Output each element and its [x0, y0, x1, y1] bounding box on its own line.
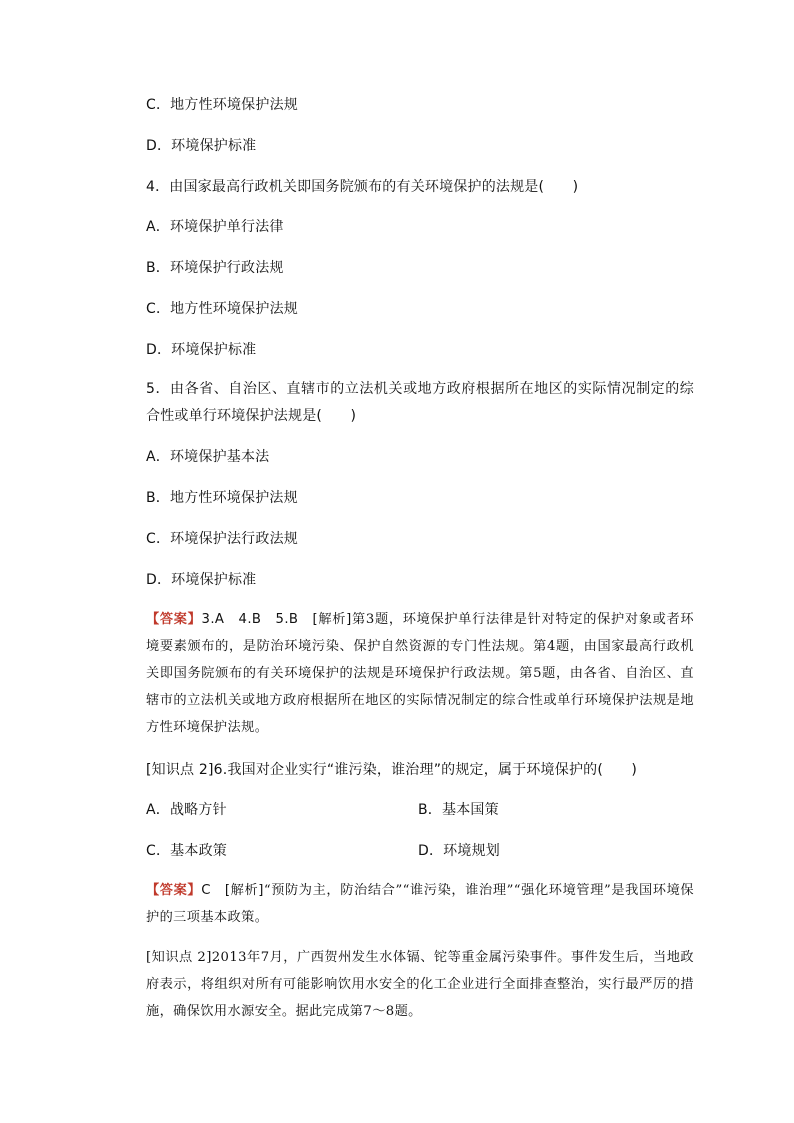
answer-tag: 【答案】: [146, 612, 202, 627]
q3-option-d: D．环境保护标准: [146, 138, 257, 154]
passage-q7-8: [知识点 2]2013年7月，广西贺州发生水体镉、铊等重金属污染事件。事件发生后，当地政府表示，将组织对所有可能影响饮用水安全的化工企业进行全面排查整治，实行最严厉的措施，确保饮用水源安全。据此完成第7～8题。: [146, 950, 694, 1019]
answer-keys: C [解析]: [201, 883, 264, 898]
q3-option-c: C．地方性环境保护法规: [146, 97, 298, 113]
q5-stem: 5．由各省、自治区、直辖市的立法机关或地方政府根据所在地区的实际情况制定的综合性或单行环境保护法规是( ): [146, 381, 694, 424]
q4-option-d: D．环境保护标准: [146, 342, 257, 358]
answer-keys: 3.A 4.B 5.B [解析]: [201, 612, 352, 627]
answer-block-2: [146, 877, 694, 931]
answer-analysis: “预防为主，防治结合”“谁污染，谁治理”“强化环境管理”是我国环境保护的三项基本政策。: [146, 883, 694, 925]
answer-analysis: 第3题，环境保护单行法律是针对特定的保护对象或者环境要素颁布的，是防治环境污染、保护自然资源的专门性法规。第4题，由国家最高行政机关即国务院颁布的有关环境保护的法规是环境保护行政法规。第5题，由各省、自治区、直辖市的立法机关或地方政府根据所在地区的实际情况制定的综合性或单行环境保护法规是地方性环境保护法规。: [146, 612, 694, 735]
q4-option-b: B．环境保护行政法规: [146, 260, 284, 276]
answer-block-1: [146, 606, 694, 741]
q6-option-a: A．战略方针: [146, 802, 227, 818]
q4-stem: 4．由国家最高行政机关即国务院颁布的有关环境保护的法规是( ): [146, 179, 579, 195]
q6-option-d: D．环境规划: [418, 843, 500, 859]
q4-option-a: A．环境保护单行法律: [146, 219, 284, 235]
q5-option-b: B．地方性环境保护法规: [146, 490, 298, 506]
q5-option-d: D．环境保护标准: [146, 572, 257, 588]
q4-option-c: C．地方性环境保护法规: [146, 301, 298, 317]
q5-option-c: C．环境保护法行政法规: [146, 531, 298, 547]
q5-option-a: A．环境保护基本法: [146, 449, 270, 465]
q6-option-c: C．基本政策: [146, 843, 227, 859]
q6-stem: [知识点 2]6.我国对企业实行“谁污染，谁治理”的规定，属于环境保护的( ): [146, 762, 638, 778]
answer-tag: 【答案】: [146, 883, 202, 898]
q6-option-b: B．基本国策: [418, 802, 499, 818]
